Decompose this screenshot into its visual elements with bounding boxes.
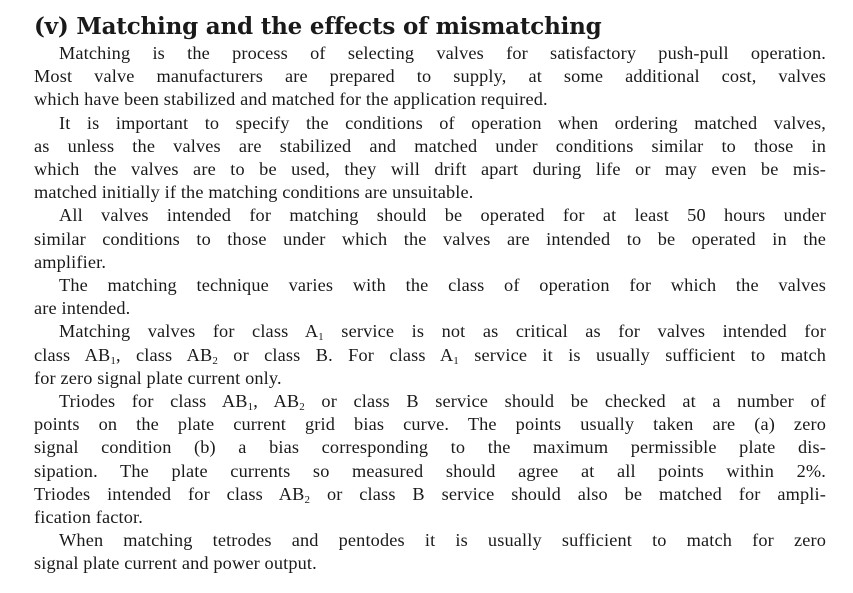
text-line: When matching tetrodes and pentodes it is usually sufficient to match for zero [59,530,826,551]
text-line: matched initially if the matching conditions are unsuitable. [34,182,474,203]
text-line: Most valve manufacturers are prepared to supply, at some additional cost, valves [34,66,826,87]
document-page [34,12,826,576]
paragraph [34,204,826,274]
text-line: similar conditions to those under which the valves are intended to be operated in the [34,228,826,249]
text-line: signal plate current and power output. [34,553,317,574]
text-line: fication factor. [34,507,143,528]
paragraph [34,112,826,205]
text-line: Triodes intended for class $AB_2$ or class B service should also be matched for ampli- [34,483,826,506]
text-line: Matching valves for class $A_1$ service is not as critical as for valves intended for [59,321,826,344]
text-line: The matching technique varies with the class of operation for which the valves [59,275,826,296]
text-line: It is important to specify the conditions of operation when ordering matched valves, [59,112,826,133]
text-line: amplifier. [34,251,107,272]
paragraph [34,390,826,529]
text-line: Triodes for class $AB_1$, $AB_2$ or class B service should be checked at a number of [59,391,826,414]
text-line: All valves intended for matching should be operated for at least 50 hours under [59,205,826,226]
text-line: signal condition (b) a bias corresponding to the maximum permissible plate dis- [34,437,826,458]
text-line: are intended. [34,298,131,319]
body-text [34,42,826,576]
section-heading: (v) Matching and the effects of mismatching [34,13,602,40]
text-line: as unless the valves are stabilized and matched under conditions similar to those in [34,135,826,156]
paragraph [34,42,826,112]
text-line: Matching is the process of selecting valves for satisfactory push-pull operation. [59,43,826,63]
paragraph [34,320,826,390]
text-line: for zero signal plate current only. [34,367,282,388]
text-line: points on the plate current grid bias curve. The points usually taken are (a) zero [34,414,826,435]
paragraph [34,529,826,575]
text-line: sipation. The plate currents so measured should agree at all points within 2%. [34,460,826,481]
text-line: which have been stabilized and matched for the application required. [34,89,548,110]
text-line: which the valves are to be used, they will drift apart during life or may even be mis- [34,159,826,180]
text-line: class $AB_1$, class $AB_2$ or class B. For class $A_1$ service it is usually sufficient to match [34,344,827,367]
paragraph [34,274,826,320]
